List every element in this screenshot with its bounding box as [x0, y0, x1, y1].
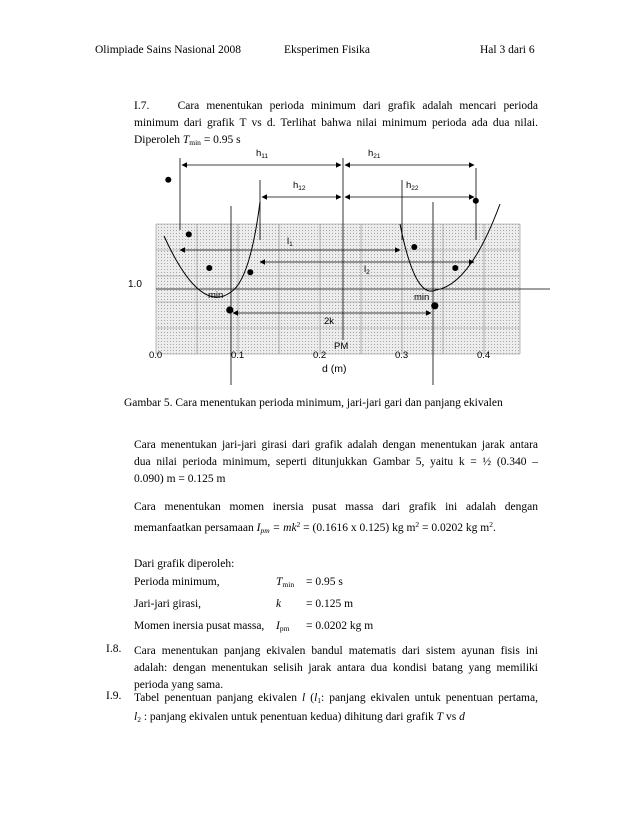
header-right: Hal 3 dari 6	[480, 44, 535, 56]
item8-line3: perioda yang sama.	[134, 679, 224, 691]
results-label: Momen inersia pusat massa,	[134, 620, 265, 632]
item8-number: I.8.	[106, 643, 122, 655]
x-tick-label: 0.3	[395, 350, 409, 361]
paragraph-inertia	[134, 499, 538, 539]
intro-number: I.7.	[134, 100, 150, 112]
intro-line3: Diperoleh $T_{min} = 0.95$ s	[134, 134, 241, 147]
item9-number: I.9.	[106, 690, 122, 702]
data-point	[431, 302, 438, 309]
l1-label: $l_1$	[287, 236, 293, 248]
para2-line1: Cara menentukan momen inersia pusat massa dari grafik ini adalah dengan	[134, 501, 538, 513]
min-label-left: min	[208, 290, 224, 301]
para1-line2: dua nilai perioda minimum, seperti ditunjukkan Gambar 5, yaitu k = ½ (0.340 –	[134, 456, 538, 468]
h12-label: $h_{12}$	[293, 180, 306, 192]
results-value: = 0.95 s	[306, 576, 343, 588]
para1-line3: 0.090) m = 0.125 m	[134, 473, 226, 485]
para1-line1: Cara menentukan jari-jari girasi dari grafik adalah dengan menentukan jarak antara	[134, 439, 538, 451]
h11-label: $h_{11}$	[256, 148, 269, 160]
results-symbol: $I_{pm}$	[276, 620, 290, 633]
results-symbol: $T_{min}$	[276, 576, 295, 589]
figure-graph	[110, 140, 550, 385]
results-value: = 0.0202 kg m	[306, 620, 374, 632]
figure-caption: Gambar 5. Cara menentukan perioda minimum, jari-jari gari dan panjang ekivalen	[124, 397, 503, 409]
data-point	[226, 306, 233, 313]
data-point	[247, 269, 253, 275]
data-point	[186, 231, 192, 237]
item9-line2: $l_2$ : panjang ekivalen untuk penentuan kedua) dihitung dari grafik T vs d	[134, 711, 465, 724]
x-tick-label: 0.2	[313, 350, 327, 361]
intro-line1: Cara menentukan perioda minimum dari grafik adalah mencari perioda	[177, 100, 539, 112]
two-k-label: 2k	[324, 316, 335, 327]
pm-label: PM	[334, 341, 349, 352]
x-axis-label: d (m)	[322, 363, 347, 375]
results-symbol: k	[276, 598, 282, 610]
item8-paragraph	[134, 643, 538, 694]
y-tick-label: 1.0	[128, 279, 142, 290]
item9-paragraph	[134, 690, 538, 728]
item8-line2: adalah: dengan menentukan selisih jarak antara dua kondisi batang yang memiliki	[134, 662, 538, 674]
results-label: Perioda minimum,	[134, 576, 220, 588]
results-table	[134, 576, 514, 642]
intro-line2: minimum dari grafik T vs d. Terlihat bahwa nilai minimum perioda ada dua nilai.	[134, 117, 538, 129]
x-tick-label: 0.4	[477, 350, 491, 361]
item9-line1: Tabel penentuan panjang ekivalen l ($l_1$: panjang ekivalen untuk penentuan pertama,	[134, 692, 538, 705]
item8-line1: Cara menentukan panjang ekivalen bandul matematis dari sistem ayunan fisis ini	[134, 645, 538, 657]
results-row	[134, 598, 514, 620]
results-row	[134, 620, 514, 642]
header-center: Eksperimen Fisika	[284, 44, 370, 56]
header-left: Olimpiade Sains Nasional 2008	[95, 44, 241, 56]
data-point	[452, 265, 458, 271]
results-value: = 0.125 m	[306, 598, 354, 610]
h22-label: $h_{22}$	[406, 180, 419, 192]
results-row	[134, 576, 514, 598]
data-point	[165, 177, 171, 183]
data-point	[206, 265, 212, 271]
paragraph-radius	[134, 437, 538, 488]
h21-label: $h_{21}$	[368, 148, 381, 160]
data-point	[411, 244, 417, 250]
l2-label: $l_2$	[364, 264, 370, 276]
results-label: Jari-jari girasi,	[134, 598, 202, 610]
x-tick-label: 0.0	[149, 350, 163, 361]
para2-line2: memanfaatkan persamaan $I_{pm} = mk^2 = (0.1616$ x 0.125) kg $m^2 = 0.0202$ kg $m^2$.	[134, 520, 496, 535]
results-title: Dari grafik diperoleh:	[134, 558, 235, 570]
min-label-right: min	[414, 292, 430, 303]
x-tick-label: 0.1	[231, 350, 245, 361]
